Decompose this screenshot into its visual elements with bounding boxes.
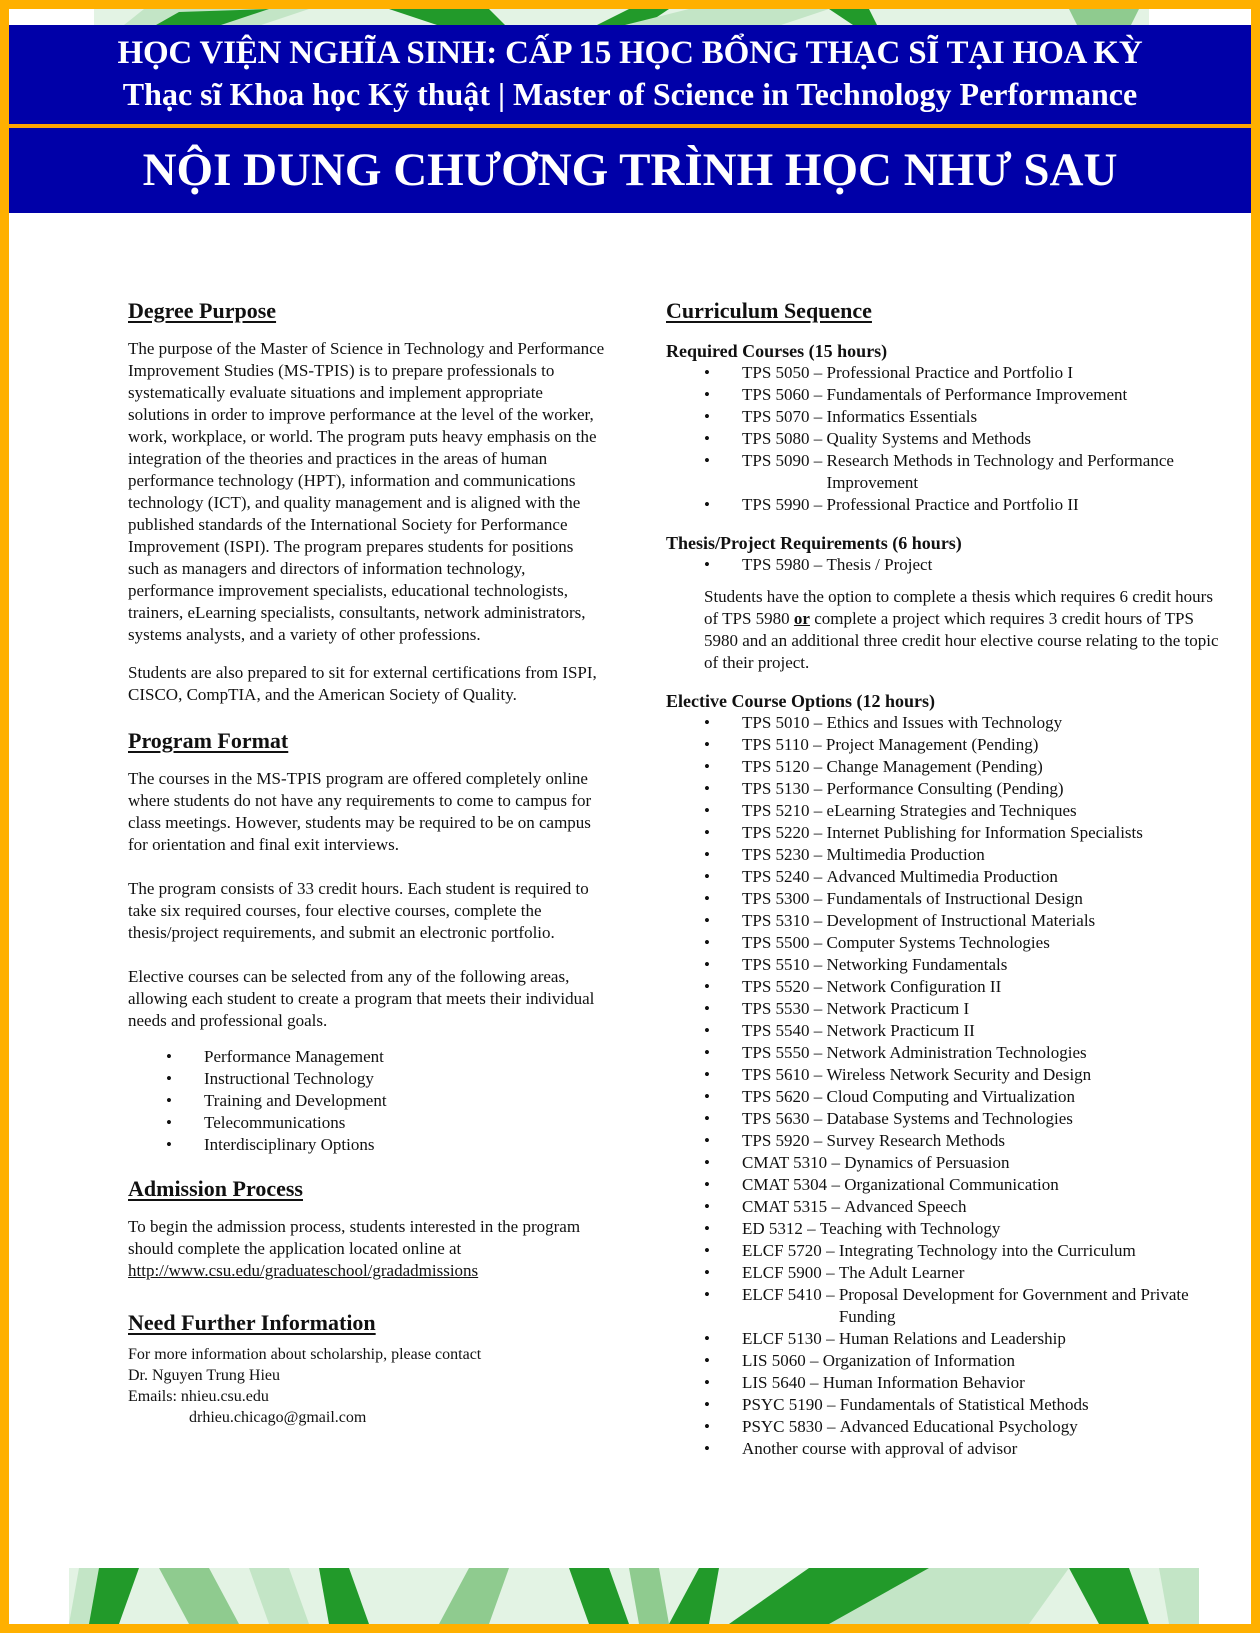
elective-area-item: • Performance Management	[166, 1047, 384, 1066]
course-dash: –	[809, 1109, 827, 1128]
bullet-icon: •	[704, 1263, 710, 1282]
degree-purpose-heading: Degree Purpose	[128, 298, 277, 323]
course-item	[666, 1152, 1226, 1174]
course-dash: –	[809, 1131, 827, 1150]
course-item	[666, 1174, 1226, 1196]
contact-block	[128, 1344, 608, 1428]
course-item	[666, 406, 1226, 428]
thesis-heading: Thesis/Project Requirements (6 hours)	[666, 533, 962, 553]
bullet-icon: •	[704, 933, 710, 952]
elective-areas-intro: Elective courses can be selected from any of the following areas, allowing each student to create a program that meets their individual needs and professional goals.	[128, 967, 595, 1030]
required-courses-list	[666, 362, 1226, 516]
course-dash: –	[809, 555, 827, 574]
bullet-icon: •	[704, 1175, 710, 1194]
section-banner	[9, 128, 1251, 213]
course-title: Thesis / Project	[826, 555, 933, 574]
bullet-icon: •	[704, 1109, 710, 1128]
course-code: TPS 5990	[742, 495, 810, 514]
course-title: Advanced Educational Psychology	[839, 1417, 1078, 1436]
course-item	[666, 428, 1226, 450]
course-dash: –	[821, 1329, 839, 1348]
course-code: ELCF 5720	[742, 1241, 822, 1260]
course-title: Network Administration Technologies	[826, 1043, 1087, 1062]
course-code: TPS 5130	[742, 779, 810, 798]
bullet-icon: •	[704, 407, 710, 426]
course-title: Multimedia Production	[826, 845, 985, 864]
course-code: TPS 5090	[742, 451, 810, 470]
course-dash: –	[809, 1021, 827, 1040]
bullet-icon: •	[704, 1439, 710, 1458]
bullet-icon: •	[704, 823, 710, 842]
bullet-icon: •	[704, 735, 710, 754]
course-item	[666, 778, 1226, 800]
course-item	[666, 1240, 1226, 1262]
course-title: Network Configuration II	[826, 977, 1002, 996]
admission-process-heading: Admission Process	[128, 1176, 303, 1201]
course-code: TPS 5980	[742, 555, 810, 574]
course-title: eLearning Strategies and Techniques	[826, 801, 1077, 820]
elective-courses-heading: Elective Course Options (12 hours)	[666, 691, 935, 711]
course-code: CMAT 5315	[742, 1197, 828, 1216]
course-dash: –	[821, 1285, 839, 1304]
elective-area-item: • Instructional Technology	[166, 1069, 374, 1088]
course-item	[666, 1020, 1226, 1042]
course-dash: –	[809, 977, 827, 996]
course-item	[666, 976, 1226, 998]
course-title: Teaching with Technology	[819, 1219, 1001, 1238]
bullet-icon: •	[166, 1047, 172, 1066]
bullet-icon: •	[704, 385, 710, 404]
course-title: Organizational Communication	[844, 1175, 1059, 1194]
bullet-icon: •	[704, 889, 710, 908]
course-dash: –	[809, 1087, 827, 1106]
course-title: Network Practicum I	[826, 999, 970, 1018]
course-item	[666, 1262, 1226, 1284]
or-emphasis: or	[793, 609, 810, 628]
elective-courses-list	[666, 712, 1226, 1460]
course-item	[666, 998, 1226, 1020]
bullet-icon: •	[704, 1329, 710, 1348]
bullet-icon: •	[704, 1395, 710, 1414]
bullet-icon: •	[166, 1091, 172, 1110]
course-title: Professional Practice and Portfolio I	[826, 363, 1073, 382]
right-column	[666, 298, 1226, 1460]
decorative-leaf-pattern-bottom	[69, 1568, 1199, 1624]
contact-email-secondary[interactable]: drhieu.chicago@gmail.com	[189, 1409, 367, 1426]
course-code: ELCF 5130	[742, 1329, 822, 1348]
contact-name: Dr. Nguyen Trung Hieu	[128, 1367, 281, 1384]
course-dash: –	[809, 801, 827, 820]
course-code: TPS 5080	[742, 429, 810, 448]
course-dash: –	[809, 451, 827, 470]
course-item	[666, 1416, 1226, 1438]
course-title: Fundamentals of Instructional Design	[826, 889, 1083, 908]
course-title: Database Systems and Technologies	[826, 1109, 1073, 1128]
bullet-icon: •	[704, 1373, 710, 1392]
course-title: Change Management (Pending)	[826, 757, 1043, 776]
course-dash: –	[809, 779, 827, 798]
course-title: Ethics and Issues with Technology	[826, 713, 1063, 732]
bullet-icon: •	[704, 999, 710, 1018]
bullet-icon: •	[704, 1219, 710, 1238]
course-item	[666, 1218, 1226, 1240]
course-item	[666, 1042, 1226, 1064]
section-banner-title: NỘI DUNG CHƯƠNG TRÌNH HỌC NHƯ SAU	[142, 144, 1118, 196]
course-code: TPS 5220	[742, 823, 810, 842]
course-title: Advanced Speech	[844, 1197, 967, 1216]
course-dash: –	[809, 429, 827, 448]
course-title: Human Relations and Leadership	[838, 1329, 1066, 1348]
course-title: Cloud Computing and Virtualization	[826, 1087, 1075, 1106]
course-title: Integrating Technology into the Curriculum	[838, 1241, 1136, 1260]
course-item	[666, 1130, 1226, 1152]
course-code: TPS 5510	[742, 955, 810, 974]
course-dash: –	[822, 1417, 840, 1436]
certifications-text: Students are also prepared to sit for external certifications from ISPI, CISCO, CompTIA, and the American Society of Quality.	[128, 663, 597, 704]
course-title: Organization of Information	[822, 1351, 1016, 1370]
course-code: TPS 5120	[742, 757, 810, 776]
bullet-icon: •	[704, 757, 710, 776]
bullet-icon: •	[704, 977, 710, 996]
course-dash: –	[809, 999, 827, 1018]
course-code: TPS 5520	[742, 977, 810, 996]
course-item	[666, 712, 1226, 734]
course-item	[666, 954, 1226, 976]
course-code: TPS 5050	[742, 363, 810, 382]
credit-hours-text: The program consists of 33 credit hours. Each student is required to take six required courses, four elective courses, complete the thesis/project requirements, and submit an electronic portfolio.	[128, 879, 589, 942]
elective-area-item: • Training and Development	[166, 1091, 387, 1110]
course-code: TPS 5630	[742, 1109, 810, 1128]
course-item	[666, 494, 1226, 516]
course-title: Quality Systems and Methods	[826, 429, 1032, 448]
bullet-icon: •	[704, 1417, 710, 1436]
bullet-icon: •	[166, 1135, 172, 1154]
course-title: Research Methods in Technology and Performance Improvement	[826, 451, 1174, 492]
banner-title-vietnamese: HỌC VIỆN NGHĨA SINH: CẤP 15 HỌC BỔNG THẠC SĨ TẠI HOA KỲ	[117, 35, 1143, 71]
bullet-icon: •	[704, 1021, 710, 1040]
course-dash: –	[809, 911, 827, 930]
course-title: Internet Publishing for Information Specialists	[826, 823, 1143, 842]
bullet-icon: •	[704, 1351, 710, 1370]
bullet-icon: •	[704, 1065, 710, 1084]
bullet-icon: •	[704, 955, 710, 974]
course-dash: –	[805, 1351, 823, 1370]
course-item	[666, 932, 1226, 954]
course-dash: –	[821, 1241, 839, 1260]
course-title: Fundamentals of Performance Improvement	[826, 385, 1128, 404]
course-title: Computer Systems Technologies	[826, 933, 1050, 952]
bullet-icon: •	[704, 1241, 710, 1260]
course-title: Networking Fundamentals	[826, 955, 1008, 974]
course-item	[666, 1284, 1226, 1328]
left-column	[128, 298, 608, 1428]
course-code: TPS 5530	[742, 999, 810, 1018]
course-code: TPS 5110	[742, 735, 809, 754]
course-title: Development of Instructional Materials	[826, 911, 1096, 930]
course-item	[666, 1394, 1226, 1416]
course-code: LIS 5060	[742, 1351, 806, 1370]
course-dash: –	[805, 1373, 823, 1392]
elective-area-item: • Telecommunications	[166, 1113, 346, 1132]
bullet-icon: •	[166, 1069, 172, 1088]
email-link[interactable]: nhieu.csu.edu	[180, 1388, 269, 1405]
course-item	[666, 822, 1226, 844]
course-item	[666, 1196, 1226, 1218]
course-dash: –	[827, 1153, 845, 1172]
course-dash: –	[822, 1395, 840, 1414]
course-code: ELCF 5410	[742, 1285, 822, 1304]
bullet-icon: •	[704, 1153, 710, 1172]
course-title: Network Practicum II	[826, 1021, 975, 1040]
course-title: Professional Practice and Portfolio II	[826, 495, 1079, 514]
banner-subtitle: Thạc sĩ Khoa học Kỹ thuật | Master of Science in Technology Performance	[122, 76, 1138, 112]
bullet-icon: •	[704, 801, 710, 820]
course-title: Performance Consulting (Pending)	[826, 779, 1064, 798]
course-title: Informatics Essentials	[826, 407, 978, 426]
bullet-icon: •	[704, 1043, 710, 1062]
course-code: TPS 5310	[742, 911, 810, 930]
bullet-icon: •	[704, 1285, 710, 1304]
course-code: TPS 5500	[742, 933, 810, 952]
course-item	[666, 384, 1226, 406]
course-title: Wireless Network Security and Design	[826, 1065, 1092, 1084]
course-dash: –	[809, 889, 827, 908]
course-title: Project Management (Pending)	[825, 735, 1039, 754]
course-dash: –	[809, 823, 827, 842]
course-item	[666, 734, 1226, 756]
course-dash: –	[808, 735, 826, 754]
degree-purpose-text: The purpose of the Master of Science in Technology and Performance Improvement Studies (MS-TPIS) is to prepare professionals to systematically evaluate situations and implement appropriate solutions in order to improve performance at the level of the worker, work, workplace, or world. The program puts heavy emphasis on the integration of the theories and practices in the areas of human performance technology (HPT), information and communications technology (ICT), and quality management and is aligned with the published standards of the International Society for Performance Improvement (ISPI). The program prepares students for positions such as managers and directors of information technology, performance improvement specialists, educational technologists, trainers, eLearning specialists, consultants, network administrators, systems analysts, and a variety of other professions.	[128, 339, 605, 644]
course-code: TPS 5540	[742, 1021, 810, 1040]
course-code: TPS 5620	[742, 1087, 810, 1106]
course-dash: –	[809, 363, 827, 382]
course-code: PSYC 5190	[742, 1395, 823, 1414]
elective-areas-list	[128, 1046, 608, 1156]
course-title: Advanced Multimedia Production	[826, 867, 1058, 886]
bullet-icon: •	[704, 867, 710, 886]
course-code: TPS 5010	[742, 713, 810, 732]
course-dash: –	[809, 713, 827, 732]
course-code: TPS 5070	[742, 407, 810, 426]
course-dash: –	[802, 1219, 820, 1238]
bullet-icon: •	[704, 495, 710, 514]
header-banner	[9, 25, 1251, 124]
course-code: CMAT 5304	[742, 1175, 828, 1194]
course-code: ED 5312	[742, 1219, 803, 1238]
bullet-icon: •	[704, 779, 710, 798]
course-title: Another course with approval of advisor	[742, 1439, 1018, 1458]
course-dash: –	[809, 867, 827, 886]
further-info-heading: Need Further Information	[128, 1310, 376, 1335]
course-code: LIS 5640	[742, 1373, 806, 1392]
course-item	[666, 1086, 1226, 1108]
course-item-advisor-approval	[666, 1438, 1226, 1460]
course-dash: –	[827, 1175, 845, 1194]
course-dash: –	[821, 1263, 839, 1282]
bullet-icon: •	[704, 911, 710, 930]
bullet-icon: •	[704, 429, 710, 448]
bullet-icon: •	[704, 555, 710, 574]
course-item	[666, 800, 1226, 822]
course-dash: –	[809, 757, 827, 776]
course-dash: –	[809, 955, 827, 974]
thesis-courses-list	[666, 554, 1226, 576]
bullet-icon: •	[704, 845, 710, 864]
bullet-icon: •	[704, 451, 710, 470]
bullet-icon: •	[704, 1197, 710, 1216]
elective-area-item: • Interdisciplinary Options	[166, 1135, 375, 1154]
course-item	[666, 450, 1226, 494]
course-code: TPS 5240	[742, 867, 810, 886]
course-item	[666, 844, 1226, 866]
bullet-icon: •	[704, 1131, 710, 1150]
admissions-link[interactable]: http://www.csu.edu/graduateschool/gradadmissions	[128, 1261, 479, 1280]
course-title: Fundamentals of Statistical Methods	[839, 1395, 1089, 1414]
bullet-icon: •	[704, 713, 710, 732]
course-code: TPS 5610	[742, 1065, 810, 1084]
course-item	[666, 1350, 1226, 1372]
course-dash: –	[809, 495, 827, 514]
course-code: ELCF 5900	[742, 1263, 822, 1282]
course-item	[666, 1372, 1226, 1394]
course-code: TPS 5550	[742, 1043, 810, 1062]
contact-intro: For more information about scholarship, please contact	[128, 1346, 482, 1363]
course-code: TPS 5060	[742, 385, 810, 404]
course-code: TPS 5300	[742, 889, 810, 908]
course-code: CMAT 5310	[742, 1153, 828, 1172]
admission-text: To begin the admission process, students interested in the program should complete the application located online at http://www.csu.edu/graduateschool/gradadmissions	[128, 1217, 581, 1280]
course-item	[666, 1064, 1226, 1086]
course-dash: –	[809, 1043, 827, 1062]
course-dash: –	[809, 1065, 827, 1084]
course-code: PSYC 5830	[742, 1417, 823, 1436]
program-format-heading: Program Format	[128, 728, 289, 753]
course-item	[666, 756, 1226, 778]
course-title: Human Information Behavior	[822, 1373, 1025, 1392]
flyer-page	[9, 9, 1251, 1624]
course-item	[666, 1328, 1226, 1350]
program-format-text: The courses in the MS-TPIS program are offered completely online where students do not have any requirements to come to campus for class meetings. However, students may be required to be on campus for orientation and final exit interviews.	[128, 769, 592, 854]
contact-email-primary: Emails: nhieu.csu.edu	[128, 1388, 269, 1405]
course-code: TPS 5920	[742, 1131, 810, 1150]
curriculum-sequence-heading: Curriculum Sequence	[666, 298, 872, 323]
course-code: TPS 5230	[742, 845, 810, 864]
course-item	[666, 362, 1226, 384]
course-item	[666, 866, 1226, 888]
course-title: Survey Research Methods	[826, 1131, 1006, 1150]
thesis-note: Students have the option to complete a thesis which requires 6 credit hours of TPS 5980 or complete a project which requires 3 credit hours of TPS 5980 and an additional three credit hour elective course relating to the topic of their project.	[704, 587, 1219, 672]
course-dash: –	[809, 385, 827, 404]
course-item	[666, 1108, 1226, 1130]
bullet-icon: •	[704, 363, 710, 382]
course-title: Dynamics of Persuasion	[844, 1153, 1010, 1172]
course-title: The Adult Learner	[838, 1263, 965, 1282]
course-item	[666, 554, 1226, 576]
required-courses-heading: Required Courses (15 hours)	[666, 341, 888, 361]
course-code: TPS 5210	[742, 801, 810, 820]
course-dash: –	[809, 407, 827, 426]
course-item	[666, 888, 1226, 910]
course-item	[666, 910, 1226, 932]
bullet-icon: •	[704, 1087, 710, 1106]
course-dash: –	[809, 845, 827, 864]
course-title: Proposal Development for Government and Private Funding	[838, 1285, 1189, 1326]
bullet-icon: •	[166, 1113, 172, 1132]
course-dash: –	[827, 1197, 845, 1216]
course-dash: –	[809, 933, 827, 952]
